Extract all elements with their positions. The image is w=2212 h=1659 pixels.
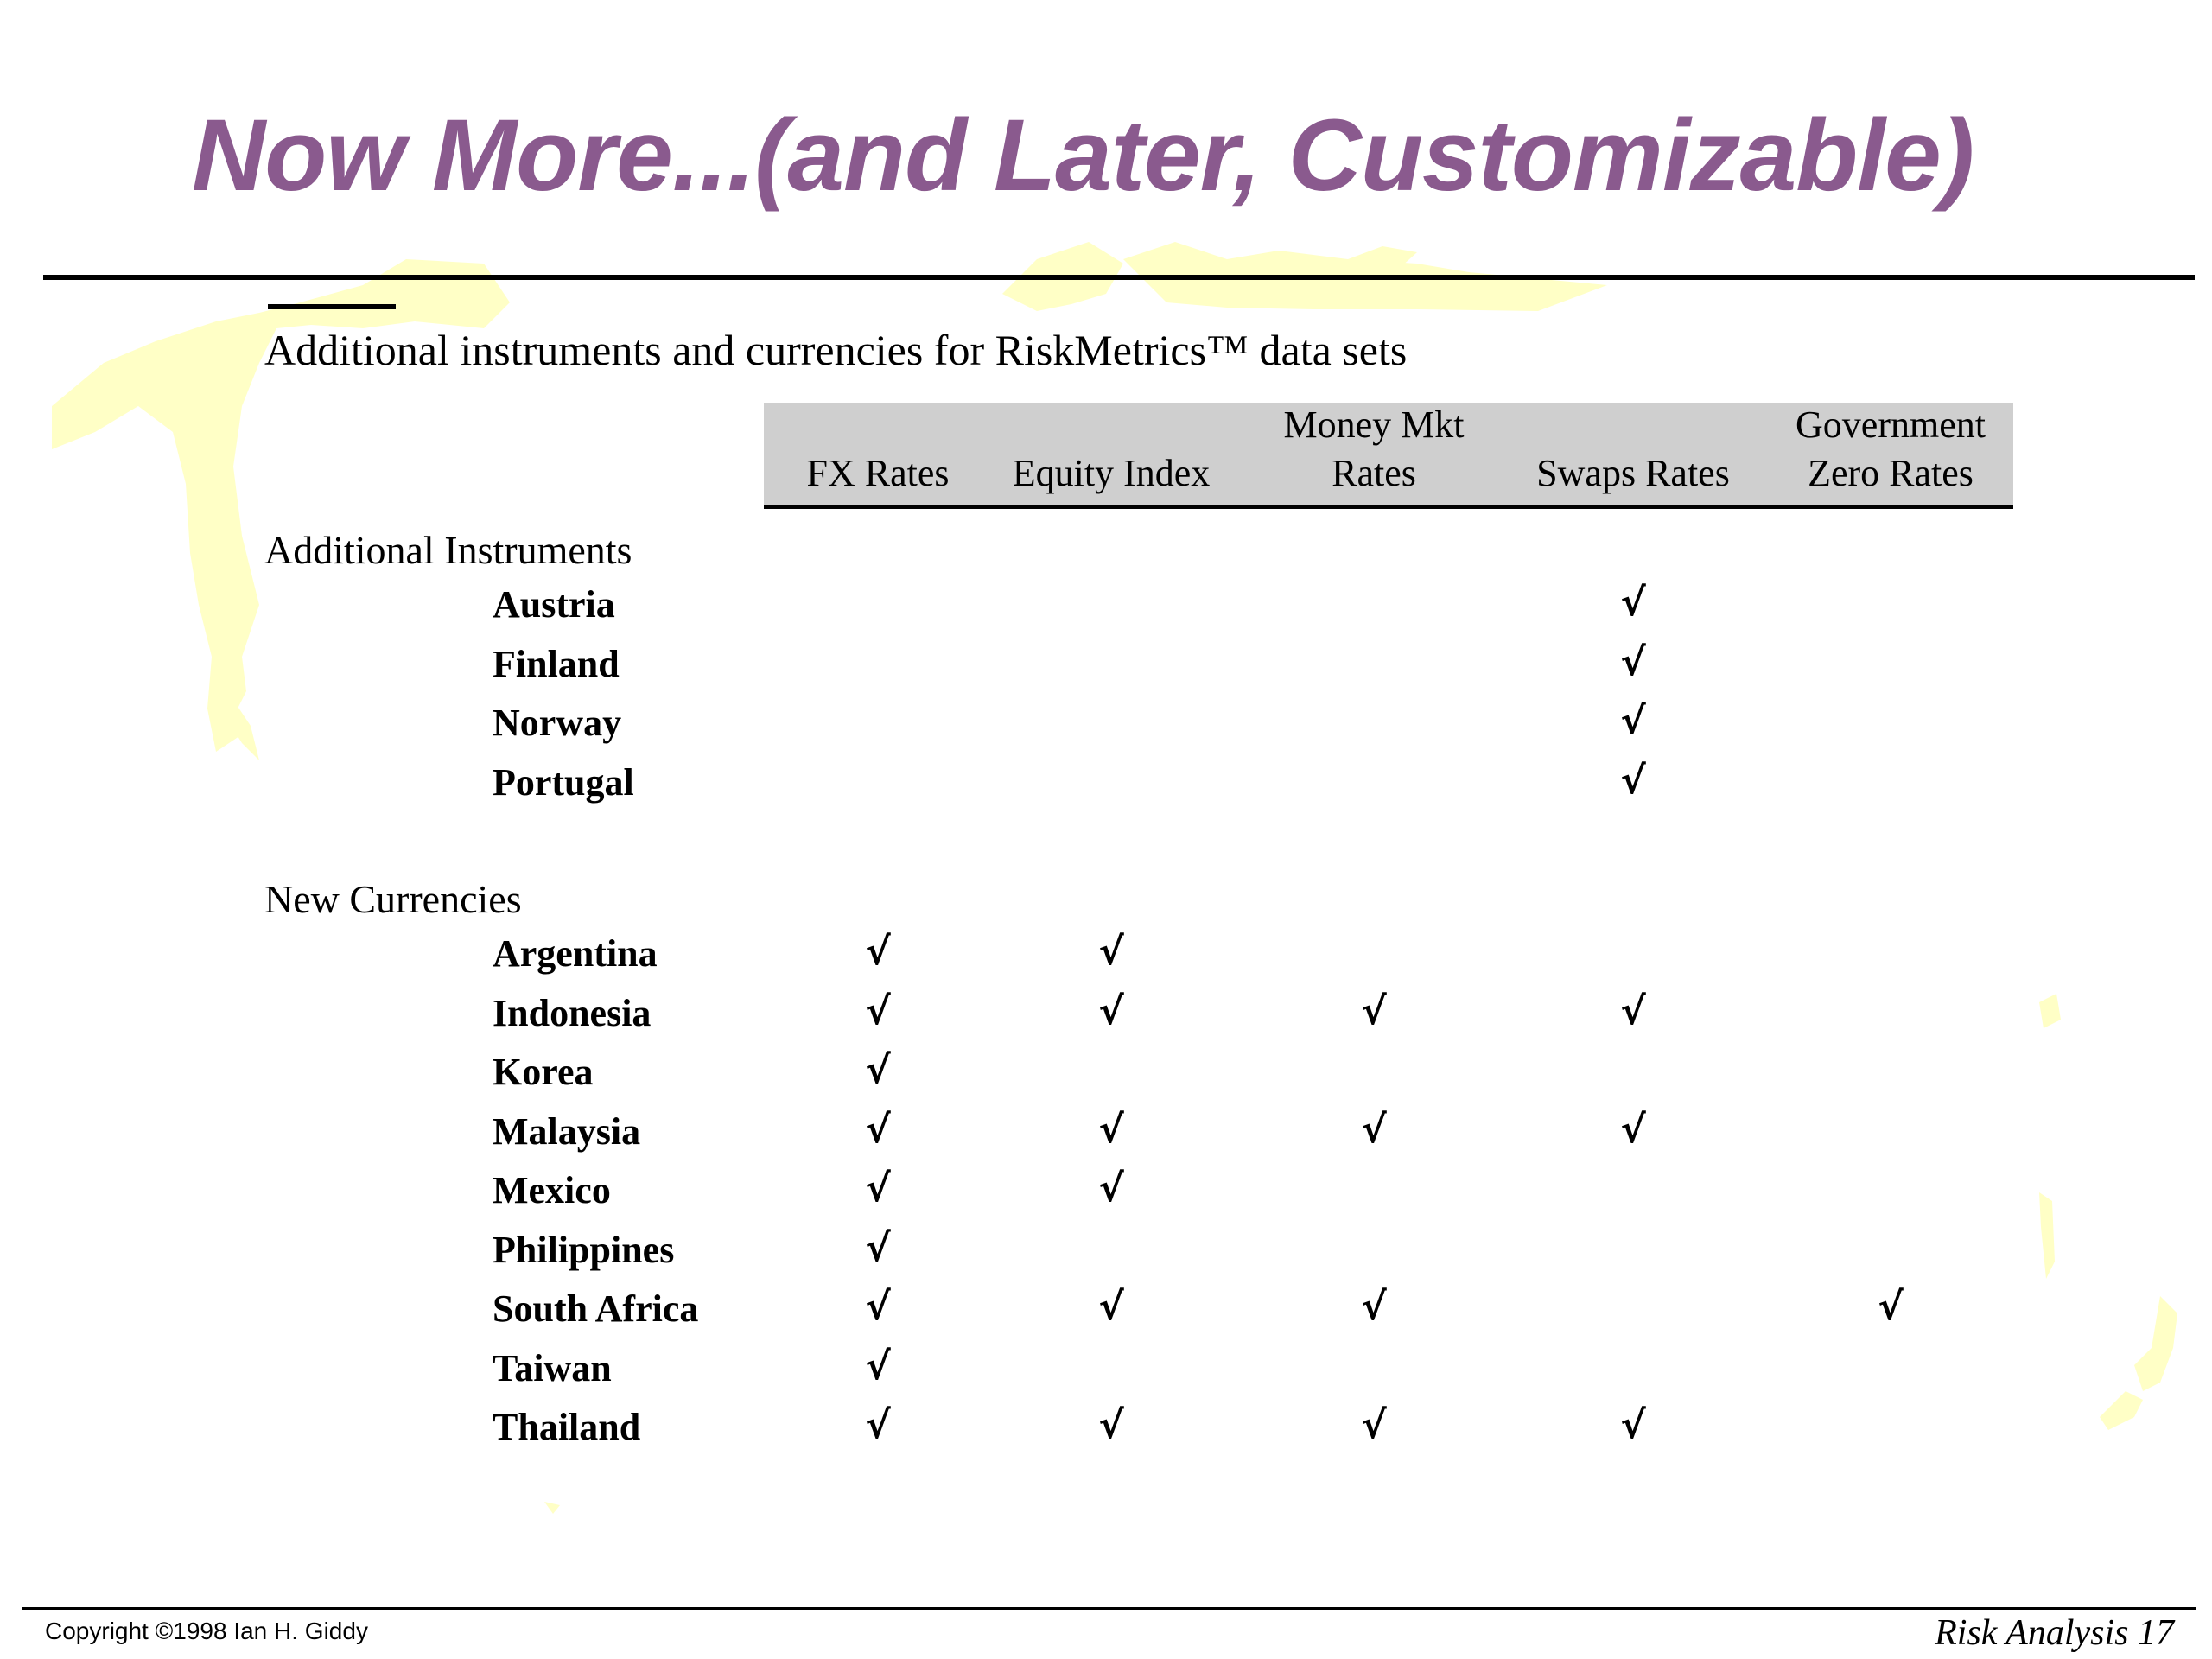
row-label: Thailand <box>493 1406 641 1448</box>
exhibit-marker <box>268 304 396 309</box>
slide-title: Now More...(and Later, Customizable) <box>192 99 1974 213</box>
column-header-line2: Equity Index <box>1012 452 1211 494</box>
check-mark: √ <box>1098 1403 1124 1447</box>
check-mark: √ <box>1098 989 1124 1033</box>
check-mark: √ <box>1361 989 1387 1033</box>
check-mark: √ <box>865 1403 891 1447</box>
table-caption: Additional instruments and currencies for RiskMetrics™ data sets <box>264 326 1408 374</box>
map-new-zealand-south <box>2100 1391 2143 1430</box>
check-mark: √ <box>1620 1403 1646 1447</box>
column-header-line1: Government <box>1796 404 1986 446</box>
row-label: Norway <box>493 702 622 744</box>
check-mark: √ <box>865 1285 891 1329</box>
row-label: Finland <box>493 643 620 685</box>
row-label: Philippines <box>493 1229 675 1271</box>
check-mark: √ <box>865 1344 891 1389</box>
section-label: New Currencies <box>264 877 522 921</box>
check-mark: √ <box>865 1166 891 1211</box>
check-mark: √ <box>865 1048 891 1092</box>
check-mark: √ <box>1098 1285 1124 1329</box>
row-label: Malaysia <box>493 1110 641 1153</box>
section-label: Additional Instruments <box>264 528 632 572</box>
page-label: Risk Analysis 17 <box>1935 1613 2174 1653</box>
title-divider <box>43 275 2195 280</box>
row-label: Argentina <box>493 932 658 975</box>
check-mark: √ <box>1620 640 1646 684</box>
copyright-text: Copyright ©1998 Ian H. Giddy <box>45 1618 368 1644</box>
check-mark: √ <box>1361 1108 1387 1152</box>
row-label: Indonesia <box>493 992 652 1034</box>
footer-divider <box>22 1607 2196 1610</box>
map-australia-edge <box>2039 1192 2055 1279</box>
check-mark: √ <box>1620 759 1646 803</box>
row-label: South Africa <box>493 1287 699 1330</box>
check-mark: √ <box>1361 1285 1387 1329</box>
check-mark: √ <box>1620 1108 1646 1152</box>
map-islands <box>2039 994 2061 1028</box>
check-mark: √ <box>865 1226 891 1270</box>
check-mark: √ <box>1361 1403 1387 1447</box>
map-new-zealand <box>2134 1296 2177 1391</box>
check-mark: √ <box>865 989 891 1033</box>
column-header-line2: Swaps Rates <box>1536 452 1730 494</box>
row-label: Portugal <box>493 761 634 804</box>
row-label: Mexico <box>493 1169 611 1211</box>
column-header-line2: Rates <box>1332 452 1416 494</box>
check-mark: √ <box>1620 581 1646 625</box>
check-mark: √ <box>1620 699 1646 743</box>
map-speck <box>544 1502 560 1514</box>
column-header-line1: Money Mkt <box>1283 404 1465 446</box>
row-label: Korea <box>493 1051 594 1093</box>
row-label: Austria <box>493 583 615 626</box>
check-mark: √ <box>1878 1285 1904 1329</box>
column-header-rule <box>764 505 2013 509</box>
check-mark: √ <box>865 930 891 974</box>
check-mark: √ <box>1620 989 1646 1033</box>
column-header-line2: Zero Rates <box>1808 452 1974 494</box>
column-header-line2: FX Rates <box>806 452 950 494</box>
check-mark: √ <box>1098 930 1124 974</box>
check-mark: √ <box>1098 1108 1124 1152</box>
check-mark: √ <box>1098 1166 1124 1211</box>
row-label: Taiwan <box>493 1347 612 1389</box>
check-mark: √ <box>865 1108 891 1152</box>
